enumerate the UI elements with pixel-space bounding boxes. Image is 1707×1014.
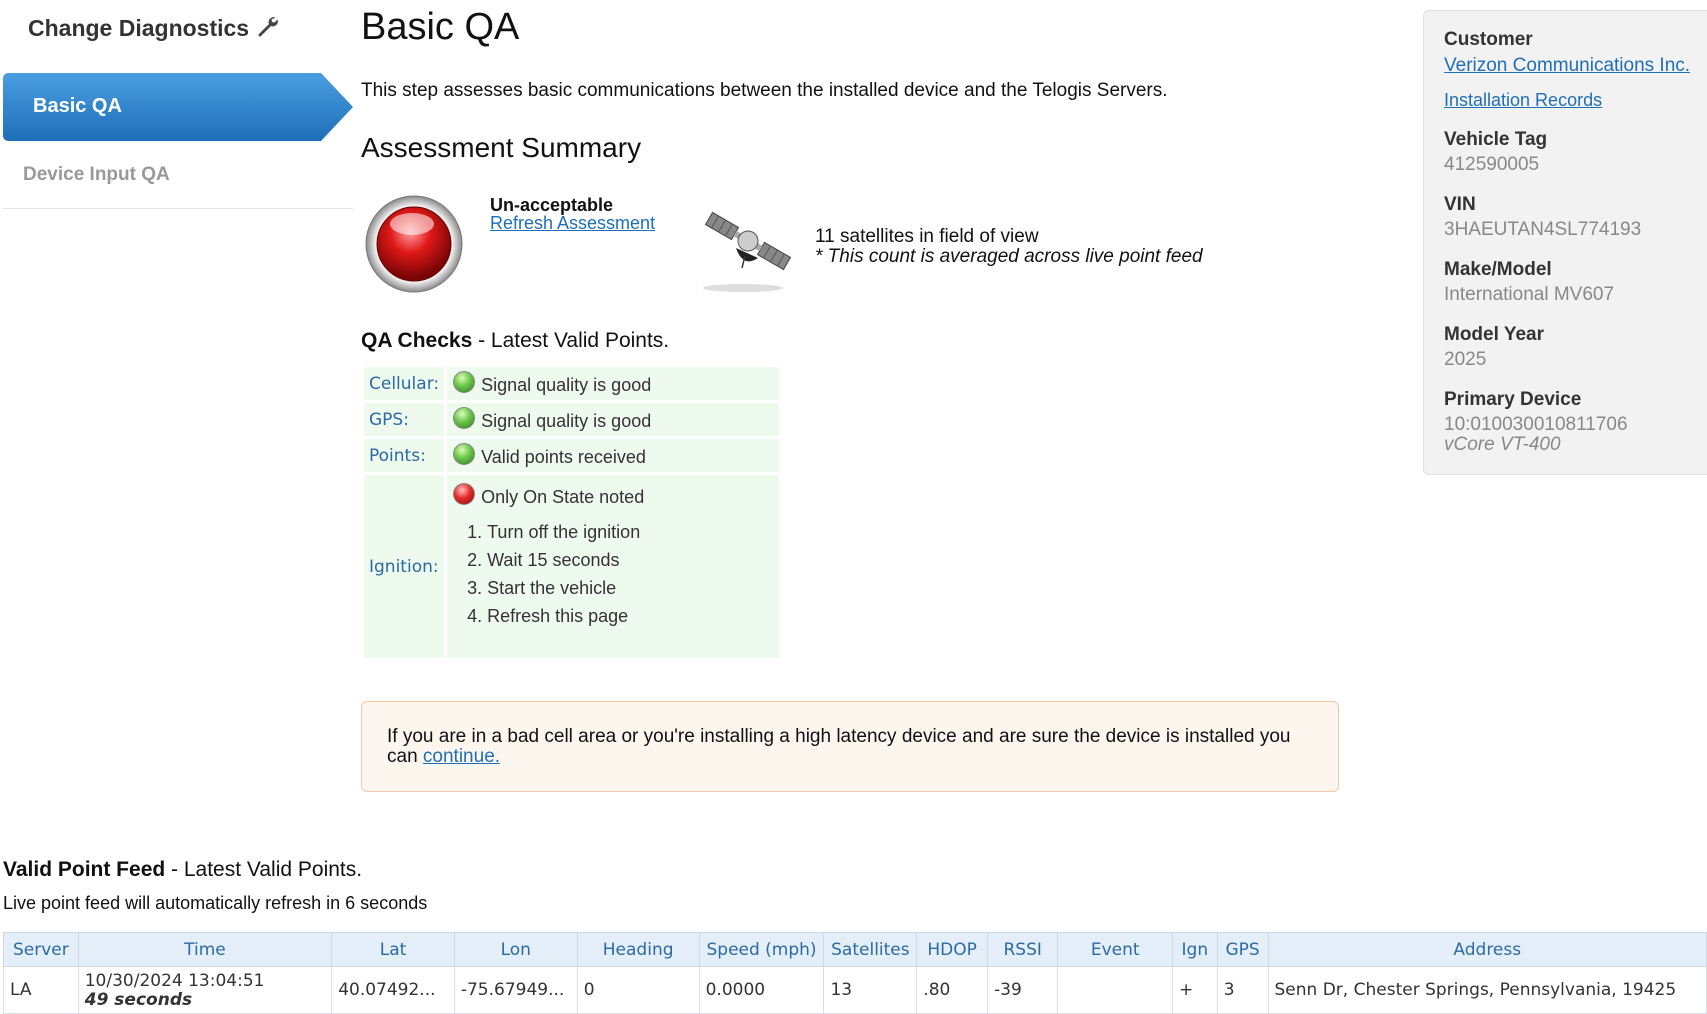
- cell-ign: +: [1172, 967, 1217, 1014]
- ignition-step: 2. Wait 15 seconds: [487, 546, 771, 574]
- satellite-count: 11 satellites in field of view: [815, 226, 1039, 247]
- qa-value-text: Signal quality is good: [481, 375, 652, 395]
- column-header[interactable]: Satellites: [824, 933, 917, 967]
- column-header[interactable]: Server: [4, 933, 79, 967]
- qa-value: [447, 439, 779, 472]
- qa-row-points: [364, 439, 779, 472]
- qa-label: Cellular:: [364, 367, 444, 400]
- page-title: Basic QA: [361, 6, 520, 48]
- qa-label: GPS:: [364, 403, 444, 436]
- cell-satellites: 13: [824, 967, 917, 1014]
- qa-value: [447, 403, 779, 436]
- latency-alert: [361, 701, 1339, 792]
- cell-lat: 40.07492...: [332, 967, 455, 1014]
- vehicle-tag-value: 412590005: [1444, 154, 1540, 175]
- column-header[interactable]: Lat: [332, 933, 455, 967]
- qa-row-ignition: [364, 475, 779, 658]
- customer-link[interactable]: Verizon Communications Inc.: [1444, 55, 1691, 76]
- make-model-value: International MV607: [1444, 284, 1615, 305]
- ignition-step: 3. Start the vehicle: [487, 574, 771, 602]
- continue-link[interactable]: continue.: [422, 746, 501, 767]
- satellite-icon: [698, 196, 798, 296]
- column-header[interactable]: Address: [1268, 933, 1706, 967]
- vehicle-tag-label: Vehicle Tag: [1444, 129, 1548, 150]
- cell-lon: -75.67949...: [454, 967, 577, 1014]
- model-year-label: Model Year: [1444, 324, 1544, 345]
- ignition-step: 1. Turn off the ignition: [487, 518, 771, 546]
- intro-text: This step assesses basic communications between the installed device and the Telogis Servers.: [361, 80, 1168, 101]
- sidebar-item-basic-qa[interactable]: [3, 73, 353, 141]
- column-header[interactable]: HDOP: [917, 933, 988, 967]
- vin-label: VIN: [1444, 194, 1476, 215]
- primary-device-model: vCore VT-400: [1444, 434, 1561, 455]
- alert-message: If you are in a bad cell area or you're installing a high latency device and are sure the device is installed you can: [387, 726, 1291, 767]
- sidebar-title-text: Change Diagnostics: [28, 15, 250, 41]
- qa-value: [447, 475, 779, 658]
- feed-heading-bold: Valid Point Feed: [3, 858, 166, 881]
- green-status-icon: [453, 371, 475, 393]
- sidebar-item-label: Device Input QA: [23, 164, 170, 185]
- red-status-icon: [453, 483, 475, 505]
- primary-device-id: 10:010030010811706: [1444, 414, 1628, 435]
- column-header[interactable]: Ign: [1172, 933, 1217, 967]
- wrench-icon: [255, 14, 279, 44]
- cell-rssi: -39: [988, 967, 1058, 1014]
- assessment-summary-title: Assessment Summary: [361, 132, 642, 163]
- column-header[interactable]: Lon: [454, 933, 577, 967]
- cell-address: Senn Dr, Chester Springs, Pennsylvania, 19425: [1268, 967, 1706, 1014]
- column-header[interactable]: GPS: [1217, 933, 1268, 967]
- refresh-assessment-link[interactable]: Refresh Assessment: [490, 213, 656, 233]
- qa-row-cellular: [364, 367, 779, 400]
- assessment-status-label: Un-acceptable: [490, 195, 614, 215]
- green-status-icon: [453, 443, 475, 465]
- sidebar-item-label: Basic QA: [33, 95, 122, 117]
- cell-gps: 3: [1217, 967, 1268, 1014]
- qa-checks-heading: [361, 329, 669, 353]
- make-model-label: Make/Model: [1444, 259, 1552, 280]
- qa-checks-table: [361, 364, 782, 661]
- feed-heading-rest: - Latest Valid Points.: [165, 858, 363, 881]
- qa-label: Ignition:: [364, 475, 444, 658]
- alert-text: [387, 727, 1322, 767]
- qa-row-gps: [364, 403, 779, 436]
- cell-hdop: .80: [917, 967, 988, 1014]
- table-header-row: [4, 933, 1707, 967]
- cell-heading: 0: [577, 967, 699, 1014]
- status-light-icon: [364, 194, 464, 294]
- sidebar-title: [28, 14, 279, 44]
- column-header[interactable]: Event: [1058, 933, 1173, 967]
- column-header[interactable]: Time: [78, 933, 331, 967]
- satellite-note: * This count is averaged across live point feed: [815, 246, 1203, 267]
- qa-checks-heading-rest: - Latest Valid Points.: [472, 329, 670, 352]
- sidebar-item-device-input-qa[interactable]: [3, 148, 353, 209]
- qa-checks-heading-bold: QA Checks: [361, 329, 473, 352]
- customer-label: Customer: [1444, 29, 1533, 50]
- cell-time-age: 49 seconds: [84, 990, 193, 1010]
- cell-time: [78, 967, 331, 1014]
- cell-speed: 0.0000: [699, 967, 824, 1014]
- model-year-value: 2025: [1444, 349, 1487, 370]
- point-feed-table: [3, 932, 1707, 1014]
- cell-time-value: 10/30/2024 13:04:51: [84, 971, 265, 991]
- column-header[interactable]: Heading: [577, 933, 699, 967]
- feed-heading: [3, 858, 362, 882]
- cell-server: LA: [4, 967, 79, 1014]
- column-header[interactable]: Speed (mph): [699, 933, 824, 967]
- installation-records-link[interactable]: Installation Records: [1444, 90, 1603, 110]
- vehicle-info-panel: [1423, 10, 1707, 475]
- vin-value: 3HAEUTAN4SL774193: [1444, 219, 1642, 240]
- qa-value-text: Only On State noted: [481, 487, 645, 507]
- ignition-step: 4. Refresh this page: [487, 602, 771, 630]
- qa-label: Points:: [364, 439, 444, 472]
- cell-event: [1058, 967, 1173, 1014]
- table-row: [4, 967, 1707, 1014]
- ignition-steps-list: [453, 518, 771, 630]
- qa-value-text: Valid points received: [481, 447, 646, 467]
- feed-refresh-text: Live point feed will automatically refresh in 6 seconds: [3, 893, 428, 913]
- primary-device-label: Primary Device: [1444, 389, 1582, 410]
- green-status-icon: [453, 407, 475, 429]
- column-header[interactable]: RSSI: [988, 933, 1058, 967]
- qa-value: [447, 367, 779, 400]
- qa-value-text: Signal quality is good: [481, 411, 652, 431]
